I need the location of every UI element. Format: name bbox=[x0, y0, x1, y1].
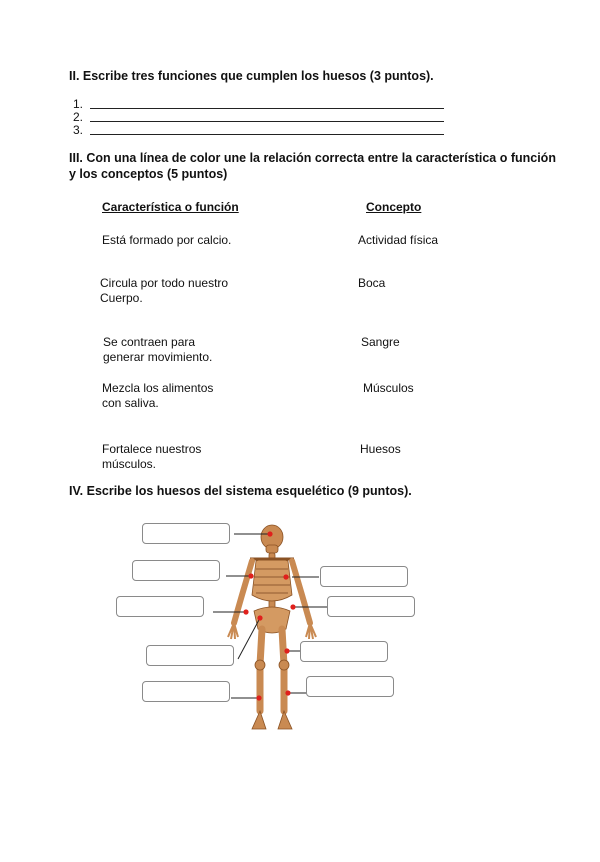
feature-item: Fortalece nuestros músculos. bbox=[102, 442, 202, 471]
bone-label-box[interactable] bbox=[300, 641, 388, 662]
bone-label-box[interactable] bbox=[132, 560, 220, 581]
marker-dot bbox=[284, 648, 289, 653]
feature-item: Se contraen para generar movimiento. bbox=[103, 335, 213, 364]
bone-label-box[interactable] bbox=[142, 681, 230, 702]
feature-item: Está formado por calcio. bbox=[102, 233, 232, 247]
bone-label-box[interactable] bbox=[142, 523, 230, 544]
answer-number-3: 3. bbox=[73, 123, 84, 137]
bone-label-box[interactable] bbox=[327, 596, 415, 617]
concept-item: Boca bbox=[358, 276, 386, 290]
answer-line-1[interactable] bbox=[90, 108, 444, 109]
marker-dot bbox=[257, 615, 262, 620]
marker-dot bbox=[283, 574, 288, 579]
concept-item: Actividad física bbox=[358, 233, 439, 247]
bone-label-box[interactable] bbox=[320, 566, 408, 587]
concept-item: Músculos bbox=[363, 381, 414, 395]
marker-dot bbox=[256, 695, 261, 700]
bone-label-box[interactable] bbox=[116, 596, 204, 617]
marker-dot bbox=[243, 609, 248, 614]
column-header-feature: Característica o función bbox=[102, 200, 239, 214]
section-3-heading: III. Con una línea de color une la relación correcta entre la característica o función y los conceptos (5 puntos) bbox=[69, 151, 556, 181]
concept-item: Sangre bbox=[361, 335, 400, 349]
feature-item: Mezcla los alimentos con saliva. bbox=[102, 381, 214, 410]
skeleton-figure bbox=[110, 515, 430, 745]
marker-dot bbox=[267, 531, 272, 536]
section-2-heading: II. Escribe tres funciones que cumplen los huesos (3 puntos). bbox=[69, 69, 434, 83]
marker-dot bbox=[290, 604, 295, 609]
marker-dot bbox=[285, 690, 290, 695]
answer-number-2: 2. bbox=[73, 110, 84, 124]
answer-number-1: 1. bbox=[73, 97, 84, 111]
bone-label-box[interactable] bbox=[306, 676, 394, 697]
concept-item: Huesos bbox=[360, 442, 401, 456]
answer-line-3[interactable] bbox=[90, 134, 444, 135]
section-4-heading: IV. Escribe los huesos del sistema esquelético (9 puntos). bbox=[69, 484, 412, 498]
feature-item: Circula por todo nuestro Cuerpo. bbox=[100, 276, 229, 305]
marker-dot bbox=[248, 573, 253, 578]
column-header-concept: Concepto bbox=[366, 200, 422, 214]
bone-label-box[interactable] bbox=[146, 645, 234, 666]
answer-line-2[interactable] bbox=[90, 121, 444, 122]
